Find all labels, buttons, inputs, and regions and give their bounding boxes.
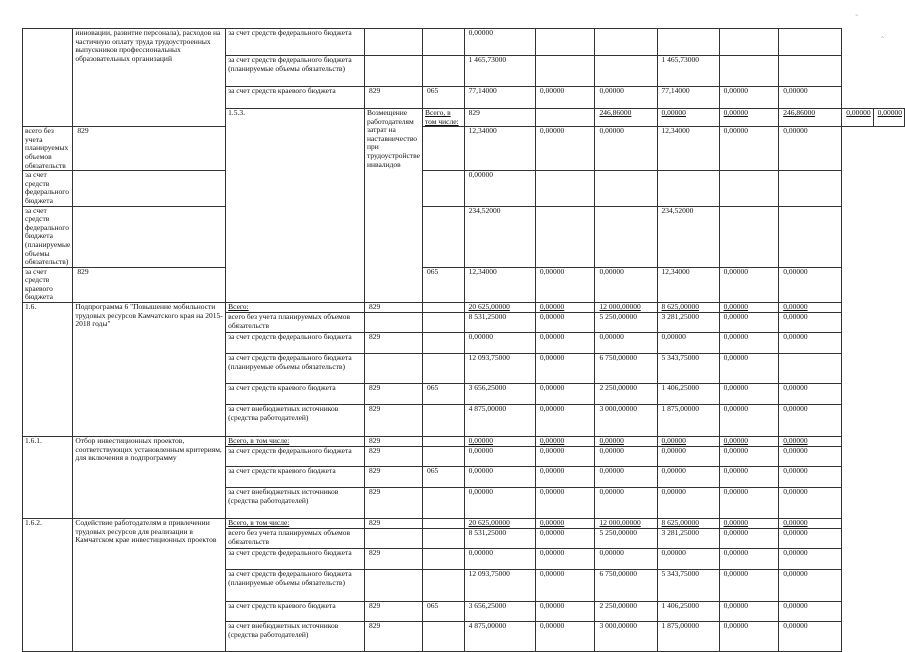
section-code [422,519,464,529]
funding-source: за счет средств краевого бюджета [226,467,365,488]
value-year-4 [719,206,779,267]
value-year-2: 12 000,00000 [595,519,657,529]
measure-name: Отбор инвестиционных проектов, соответствующих установленным критериям, для включения в подпрограмму [73,437,226,519]
scan-mark: - [855,10,859,21]
value-year-4 [719,171,779,206]
value-year-4: 0,00000 [719,437,779,447]
value-year-4: 0,00000 [719,447,779,467]
value-year-2: 0,00000 [595,267,657,302]
value-year-1: 0,00000 [535,519,595,529]
value-year-5: 0,00000 [779,529,842,549]
value-year-4: 0,00000 [719,602,779,622]
value-year-3 [657,29,719,56]
value-year-5: 0,00000 [779,447,842,467]
funding-source: за счет средств федерального бюджета (планируемые объемы обязательств) [226,354,365,384]
value-year-3: 8 625,00000 [657,303,719,313]
grbs-code: 829 [364,303,422,313]
section-code: 065 [422,467,464,488]
section-code [422,171,464,206]
grbs-code [73,171,226,206]
value-year-3: 5 343,75000 [657,354,719,384]
value-year-4 [719,29,779,56]
value-year-1 [535,171,595,206]
section-code [535,109,595,127]
value-year-2: 5 250,00000 [595,529,657,549]
value-year-4: 0,00000 [719,267,779,302]
value-year-5: 0,00000 [779,405,842,437]
value-year-3: 0,00000 [657,467,719,488]
value-year-4: 0,00000 [719,467,779,488]
row-index [23,29,73,127]
funding-source: за счет средств федерального бюджета [226,447,365,467]
value-year-5 [779,56,842,87]
value-year-2: 0,00000 [595,549,657,570]
value-year-4: 0,00000 [719,405,779,437]
total-value: 0,00000 [464,171,535,206]
funding-source: Всего, в том числе: [226,437,365,447]
value-year-4: 0,00000 [719,87,779,109]
section-code [422,333,464,354]
value-year-5: 0,00000 [779,467,842,488]
funding-source: Всего, в том числе: [422,109,464,127]
value-year-4: 0,00000 [719,333,779,354]
value-year-5: 0,00000 [779,313,842,333]
value-year-1: 0,00000 [535,313,595,333]
measure-name: Возмещение работодателям затрат на наставничество при трудоустройстве инвалидов [364,109,422,303]
value-year-4: 0,00000 [719,384,779,405]
value-year-2: 0,00000 [595,437,657,447]
total-value: 0,00000 [464,488,535,519]
value-year-4: 0,00000 [719,529,779,549]
value-year-3: 246,86000 [779,109,842,127]
row-index: 1.6.2. [23,519,73,652]
section-code [422,549,464,570]
grbs-code: 829 [364,405,422,437]
value-year-4: 0,00000 [719,127,779,171]
value-year-3 [657,171,719,206]
value-year-5: 0,00000 [779,570,842,602]
value-year-1: 0,00000 [535,267,595,302]
value-year-3: 8 625,00000 [657,519,719,529]
value-year-2: 3 000,00000 [595,622,657,652]
value-year-3: 1 406,25000 [657,602,719,622]
funding-source: за счет внебюджетных источников (средства работодателей) [226,488,365,519]
value-year-4: 0,00000 [719,488,779,519]
value-year-5 [779,206,842,267]
funding-source: Всего: [226,303,365,313]
section-code: 065 [422,384,464,405]
grbs-code: 829 [364,384,422,405]
value-year-1: 0,00000 [535,384,595,405]
funding-source: за счет средств федерального бюджета [226,29,365,56]
section-code [422,622,464,652]
total-value: 12,34000 [464,127,535,171]
total-value: 20 625,00000 [464,303,535,313]
total-value: 4 875,00000 [464,622,535,652]
value-year-1: 0,00000 [535,333,595,354]
value-year-2: 6 750,00000 [595,354,657,384]
measure-name: Содействие работодателям в привлечении трудовых ресурсов для реализации в Камчатском крае инвестиционных проектов [73,519,226,652]
grbs-code [364,570,422,602]
grbs-code: 829 [73,267,226,302]
value-year-3: 1 875,00000 [657,622,719,652]
budget-table-sheet [22,28,905,652]
total-value: 0,00000 [464,29,535,56]
grbs-code [364,529,422,549]
grbs-code: 829 [364,602,422,622]
grbs-code [73,206,226,267]
total-value: 77,14000 [464,87,535,109]
value-year-4: 0,00000 [719,519,779,529]
funding-source: всего без учета планируемых объемов обязательств [23,127,73,171]
value-year-3: 3 281,25000 [657,529,719,549]
value-year-2: 12 000,00000 [595,303,657,313]
value-year-2: 0,00000 [595,87,657,109]
funding-source: за счет средств федерального бюджета [226,549,365,570]
value-year-3: 0,00000 [657,488,719,519]
value-year-3: 12,34000 [657,267,719,302]
value-year-1: 0,00000 [535,405,595,437]
value-year-2: 0,00000 [595,127,657,171]
grbs-code: 829 [464,109,535,127]
value-year-1: 0,00000 [535,437,595,447]
value-year-2: 0,00000 [595,447,657,467]
table-row [23,127,905,171]
grbs-code: 829 [364,549,422,570]
funding-source: за счет средств краевого бюджета [226,602,365,622]
value-year-1: 0,00000 [535,602,595,622]
row-index: 1.5.3. [226,109,365,303]
total-value: 12 093,75000 [464,570,535,602]
value-year-5: 0,00000 [779,437,842,447]
value-year-1: 0,00000 [535,127,595,171]
section-code [422,127,464,171]
value-year-4: 0,00000 [719,354,779,384]
value-year-5: 0,00000 [779,519,842,529]
section-code [422,529,464,549]
value-year-5: 0,00000 [779,87,842,109]
total-value: 246,86000 [595,109,657,127]
value-year-5: 0,00000 [779,127,842,171]
value-year-5 [779,29,842,56]
value-year-5: 0,00000 [779,488,842,519]
measure-name: Подпрограмма 6 "Повышение мобильности трудовых ресурсов Камчатского края на 2015-2018 годы" [73,303,226,437]
value-year-5: 0,00000 [779,303,842,313]
value-year-3: 234,52000 [657,206,719,267]
grbs-code [364,29,422,56]
total-value: 0,00000 [464,549,535,570]
grbs-code: 829 [73,127,226,171]
scan-mark: ˆ [880,36,885,47]
value-year-5: 0,00000 [779,602,842,622]
funding-source: за счет средств федерального бюджета (планируемые объемы обязательств) [23,206,73,267]
section-code [422,570,464,602]
value-year-1: 0,00000 [535,87,595,109]
section-code [422,29,464,56]
value-year-3: 1 406,25000 [657,384,719,405]
total-value: 234,52000 [464,206,535,267]
value-year-4: 0,00000 [719,303,779,313]
total-value: 8 531,25000 [464,313,535,333]
total-value: 4 875,00000 [464,405,535,437]
funding-source: за счет средств федерального бюджета [23,171,73,206]
section-code [422,303,464,313]
section-code [422,313,464,333]
funding-source: за счет средств федерального бюджета [226,333,365,354]
total-value: 12 093,75000 [464,354,535,384]
value-year-4: 0,00000 [719,313,779,333]
funding-source: за счет средств федерального бюджета (планируемые объемы обязательств) [226,570,365,602]
funding-source: всего без учета планируемых объемов обязательств [226,529,365,549]
section-code: 065 [422,602,464,622]
value-year-1: 0,00000 [657,109,719,127]
value-year-3: 77,14000 [657,87,719,109]
section-code [422,488,464,519]
table-row [23,29,905,56]
value-year-1: 0,00000 [535,570,595,602]
funding-source: Всего, в том числе: [226,519,365,529]
table-row [23,303,905,313]
value-year-1: 0,00000 [535,467,595,488]
value-year-2: 0,00000 [595,333,657,354]
total-value: 0,00000 [464,437,535,447]
value-year-2: 0,00000 [595,467,657,488]
value-year-2 [595,206,657,267]
value-year-5 [779,354,842,384]
total-value: 8 531,25000 [464,529,535,549]
value-year-2 [595,171,657,206]
value-year-2: 2 250,00000 [595,602,657,622]
grbs-code: 829 [364,519,422,529]
value-year-1: 0,00000 [535,529,595,549]
value-year-1: 0,00000 [535,488,595,519]
value-year-1: 0,00000 [535,549,595,570]
value-year-5: 0,00000 [779,267,842,302]
total-value: 0,00000 [464,467,535,488]
value-year-5: 0,00000 [779,384,842,405]
value-year-1: 0,00000 [535,622,595,652]
value-year-4 [719,56,779,87]
section-code: 065 [422,267,464,302]
table-row [23,206,905,267]
measure-name: инновации, развитие персонала), расходов на частичную оплату труда трудоустроенных выпускников профессиональных образовательных организаций [73,29,226,127]
funding-source: за счет средств федерального бюджета (планируемые объемы обязательств) [226,56,365,87]
value-year-5: 0,00000 [779,549,842,570]
total-value: 0,00000 [464,447,535,467]
value-year-4: 0,00000 [719,549,779,570]
grbs-code: 829 [364,447,422,467]
value-year-1: 0,00000 [535,447,595,467]
grbs-code [364,56,422,87]
grbs-code: 829 [364,622,422,652]
table-row [23,171,905,206]
funding-source: за счет средств краевого бюджета [226,87,365,109]
grbs-code [364,313,422,333]
section-code: 065 [422,87,464,109]
row-index: 1.6.1. [23,437,73,519]
value-year-4: 0,00000 [842,109,873,127]
grbs-code: 829 [364,488,422,519]
value-year-5: 0,00000 [779,622,842,652]
grbs-code: 829 [364,87,422,109]
total-value: 3 656,25000 [464,384,535,405]
value-year-2: 0,00000 [719,109,779,127]
table-row [23,267,905,302]
section-code [422,354,464,384]
grbs-code: 829 [364,437,422,447]
value-year-2: 2 250,00000 [595,384,657,405]
value-year-3: 0,00000 [657,549,719,570]
value-year-3: 1 875,00000 [657,405,719,437]
value-year-3: 3 281,25000 [657,313,719,333]
value-year-2: 0,00000 [595,488,657,519]
value-year-1 [535,206,595,267]
value-year-3: 0,00000 [657,447,719,467]
table-row [23,519,905,529]
value-year-1: 0,00000 [535,354,595,384]
section-code [422,405,464,437]
value-year-2 [595,56,657,87]
value-year-2: 3 000,00000 [595,405,657,437]
funding-source: за счет внебюджетных источников (средства работодателей) [226,405,365,437]
total-value: 1 465,73000 [464,56,535,87]
grbs-code: 829 [364,333,422,354]
total-value: 3 656,25000 [464,602,535,622]
value-year-4: 0,00000 [719,570,779,602]
funding-source: за счет внебюджетных источников (средства работодателей) [226,622,365,652]
section-code [422,206,464,267]
value-year-2 [595,29,657,56]
value-year-1: 0,00000 [535,303,595,313]
row-index: 1.6. [23,303,73,437]
grbs-code: 829 [364,467,422,488]
value-year-5 [779,171,842,206]
section-code [422,447,464,467]
value-year-3: 5 343,75000 [657,570,719,602]
value-year-1 [535,56,595,87]
section-code [422,56,464,87]
section-code [422,437,464,447]
funding-source: за счет средств краевого бюджета [23,267,73,302]
value-year-3: 1 465,73000 [657,56,719,87]
budget-table-body [23,29,905,652]
total-value: 0,00000 [464,333,535,354]
value-year-3: 12,34000 [657,127,719,171]
total-value: 20 625,00000 [464,519,535,529]
grbs-code [364,354,422,384]
funding-source: за счет средств краевого бюджета [226,384,365,405]
value-year-2: 6 750,00000 [595,570,657,602]
value-year-2: 5 250,00000 [595,313,657,333]
value-year-3: 0,00000 [657,333,719,354]
funding-source: всего без учета планируемых объемов обязательств [226,313,365,333]
value-year-1 [535,29,595,56]
value-year-5: 0,00000 [873,109,904,127]
value-year-3: 0,00000 [657,437,719,447]
budget-table [22,28,905,652]
table-row [23,437,905,447]
value-year-4: 0,00000 [719,622,779,652]
value-year-5: 0,00000 [779,333,842,354]
total-value: 12,34000 [464,267,535,302]
